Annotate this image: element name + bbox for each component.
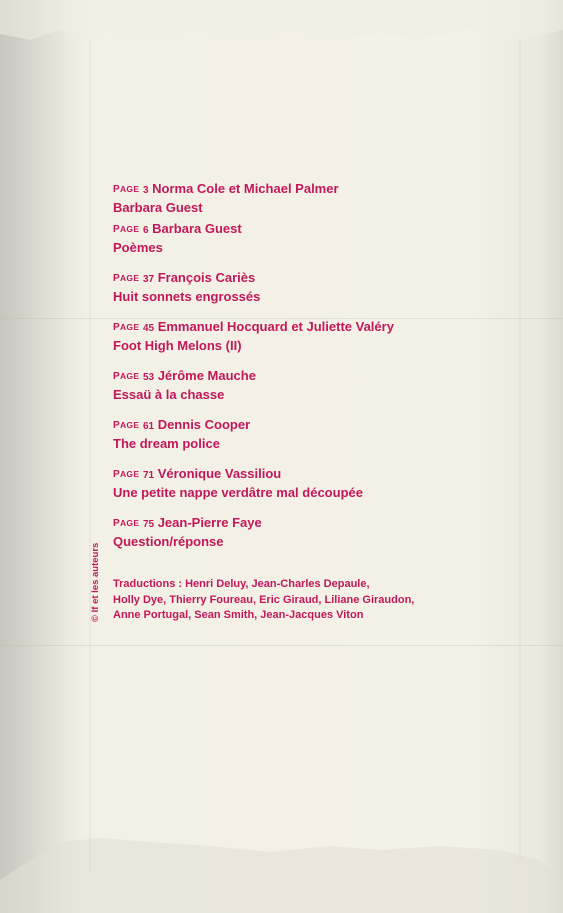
toc-entry-header <box>113 269 533 288</box>
credits-line: Traductions : Henri Deluy, Jean-Charles Depaule, <box>113 578 370 590</box>
toc-authors: Barbara Guest <box>152 221 242 236</box>
translation-credits <box>113 577 533 624</box>
page-number: 37 <box>142 274 155 285</box>
page-number: 75 <box>142 519 155 530</box>
toc-entry-header <box>113 180 533 199</box>
page-number: 53 <box>142 372 155 383</box>
toc-authors: Véronique Vassiliou <box>157 466 282 481</box>
toc-authors: Dennis Cooper <box>157 417 251 432</box>
toc-title: Essaü à la chasse <box>113 387 225 402</box>
toc-entry-header <box>113 514 533 533</box>
credits-line: Holly Dye, Thierry Foureau, Eric Giraud, Liliane Giraudon, <box>113 593 415 606</box>
toc-authors: Emmanuel Hocquard et Juliette Valéry <box>157 319 394 334</box>
toc-entry <box>113 514 533 550</box>
page-label: PAGE <box>113 469 140 480</box>
fold-line <box>0 645 563 646</box>
page-number: 6 <box>142 225 149 236</box>
toc-entry-header <box>113 367 533 386</box>
toc-entry <box>113 180 533 216</box>
toc-entry <box>113 318 533 354</box>
toc-title: The dream police <box>113 436 220 451</box>
toc-authors: Jean-Pierre Faye <box>157 515 262 530</box>
page-number: 71 <box>142 470 155 481</box>
page-label: PAGE <box>113 371 140 382</box>
page-number: 3 <box>142 185 149 196</box>
toc-entry <box>113 220 533 256</box>
toc-authors: François Cariès <box>157 270 256 285</box>
page-shadow <box>0 0 70 913</box>
toc-entry-header <box>113 220 533 239</box>
page-label: PAGE <box>113 184 140 195</box>
page-label: PAGE <box>113 224 140 235</box>
page-label: PAGE <box>113 518 140 529</box>
toc-entry-header <box>113 465 533 484</box>
page-label: PAGE <box>113 420 140 431</box>
credits-line: Anne Portugal, Sean Smith, Jean-Jacques Viton <box>113 609 364 621</box>
page-label: PAGE <box>113 322 140 333</box>
toc-title: Huit sonnets engrossés <box>113 289 261 304</box>
toc-authors: Jérôme Mauche <box>157 368 256 383</box>
toc-title: Poèmes <box>113 240 163 255</box>
page-number: 61 <box>142 421 155 432</box>
toc-entry <box>113 269 533 305</box>
toc-entry-header <box>113 318 533 337</box>
copyright-notice: © If et les auteurs <box>90 542 101 622</box>
toc-entry <box>113 416 533 452</box>
toc-authors: Norma Cole et Michael Palmer <box>152 181 339 196</box>
toc-entry <box>113 367 533 403</box>
toc-entry-header <box>113 416 533 435</box>
toc-title: Foot High Melons (II) <box>113 338 242 353</box>
table-of-contents <box>113 180 533 550</box>
page-label: PAGE <box>113 273 140 284</box>
toc-title: Barbara Guest <box>113 200 203 215</box>
page-number: 45 <box>142 323 155 334</box>
toc-entry <box>113 465 533 501</box>
toc-title: Une petite nappe verdâtre mal découpée <box>113 485 363 500</box>
toc-title: Question/réponse <box>113 534 224 549</box>
